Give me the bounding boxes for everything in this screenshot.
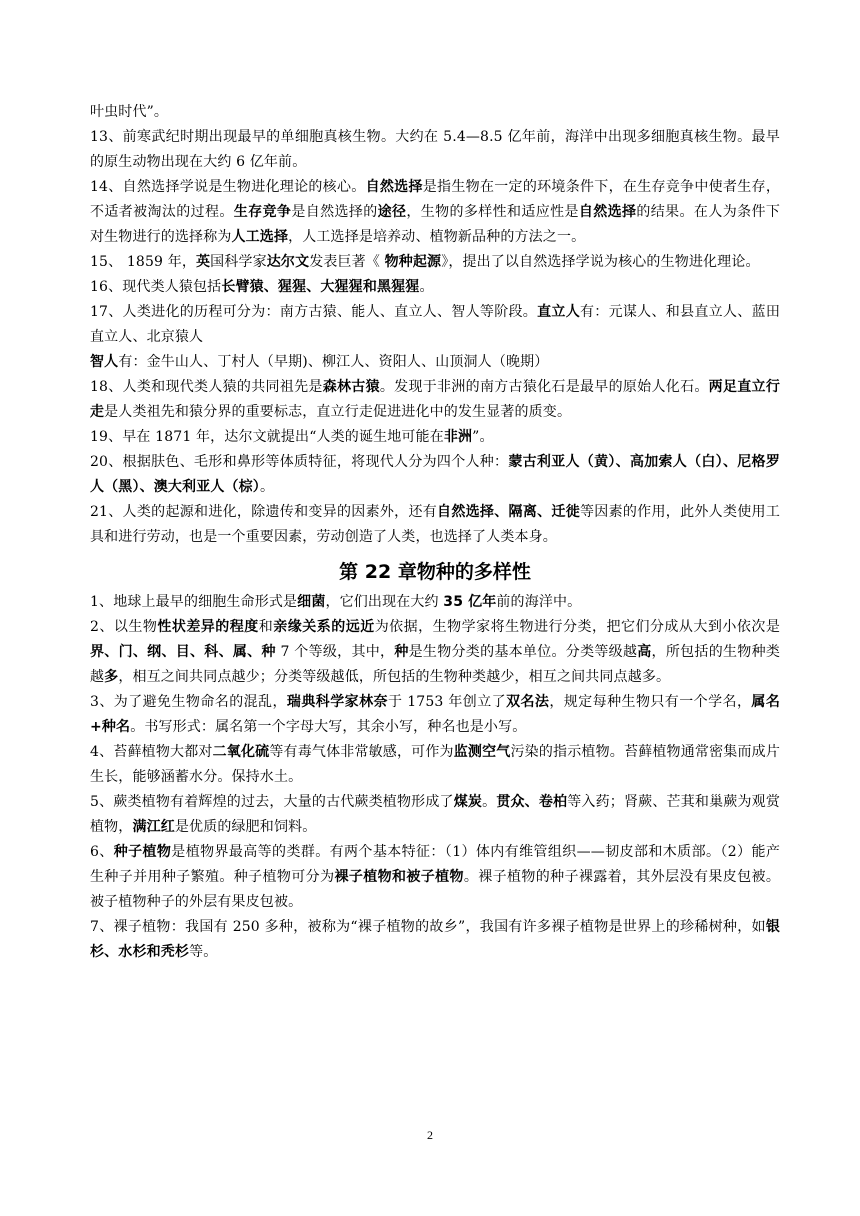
document-page	[90, 100, 780, 965]
text-run: 是植物界最高等的类群。有两个基本特征：（1）体内有维管组织——韧皮部和木质部。（2）能产生种子并用种子繁殖。种子植物可分为	[90, 844, 780, 885]
bold-term: 贯众、卷柏	[496, 794, 568, 810]
paragraph-p13	[90, 125, 780, 175]
text-run: ，所包括的生物种类越	[90, 644, 781, 685]
bold-term: 直立人	[537, 304, 580, 320]
paragraph-q6	[90, 840, 780, 915]
text-run: 19、早在 1871 年，达尔文就提出“人类的诞生地可能在	[90, 429, 444, 445]
paragraph-p14	[90, 175, 780, 250]
text-run: ，生物的多样性和适应性是	[406, 204, 579, 220]
bold-term: 人工选择	[231, 229, 289, 245]
text-run: 等因素的作用，此外人类使用工具和进行劳动，也是一个重要因素，劳动创造了人类，也选择了人类本身。	[90, 504, 780, 545]
bold-term: 长臂猿、猩猩、大猩猩和黑猩猩	[221, 279, 420, 295]
text-run: 等入药；肾蕨、芒萁和巢蕨为观赏植物，	[90, 794, 781, 835]
text-run: 7、裸子植物：我国有 250 多种，被称为“裸子植物的故乡”，我国有许多裸子植物是世界上的珍稀树种，如	[90, 919, 766, 935]
paragraph-q1	[90, 590, 780, 615]
bold-term: 多	[104, 669, 119, 685]
bold-term: 亲缘关系的远近	[273, 619, 375, 635]
bold-term: 煤炭	[453, 794, 483, 810]
text-run: 。	[419, 279, 434, 295]
bold-term: 森林古猿	[322, 379, 380, 395]
bold-term: 智人	[90, 354, 119, 370]
bold-term: 生存竞争	[233, 204, 292, 220]
bold-term: 种	[394, 644, 409, 660]
text-run: 15、 1859 年，	[90, 254, 196, 270]
text-run: 2、以生物	[90, 619, 158, 635]
paragraph-p20	[90, 450, 780, 500]
text-run: ”。	[472, 429, 494, 445]
bold-term: 属名+种名	[90, 694, 780, 735]
bold-term: 35 亿年	[443, 594, 497, 610]
bold-term: 裸子植物和被子植物	[334, 869, 464, 885]
paragraph-p18	[90, 375, 780, 425]
text-run: 5、蕨类植物有着辉煌的过去，大量的古代蕨类植物形成了	[90, 794, 454, 810]
bold-term: 英	[196, 254, 211, 270]
text-run: 污染的指示植物。苔藓植物通常密集而成片生长，能够涵蓄水分。保持水土。	[90, 744, 780, 785]
text-run: 。裸子植物的种子裸露着，其外层没有果皮包被。被子植物种子的外层有果皮包被。	[90, 869, 780, 910]
text-run: ，相互之间共同点越少；分类等级越低，所包括的生物种类越少，相互之间共同点越多。	[118, 669, 671, 685]
text-run: 为依据，生物学家将生物进行分类，把它们分成从大到小依次是	[374, 619, 780, 635]
paragraph-p19	[90, 425, 780, 450]
text-run: 20、根据肤色、毛形和鼻形等体质特征，将现代人分为四个人种：	[90, 454, 509, 470]
bold-term: 自然选择、隔离、迁徙	[437, 504, 580, 520]
paragraph-q4	[90, 740, 780, 790]
bold-term: 自然选择	[578, 204, 637, 220]
text-run: 和	[258, 619, 274, 635]
bold-term: 蒙古利亚人（黄）、高加索人（白）、尼格罗人（黑）、澳大利亚人（棕）	[90, 454, 780, 495]
text-run: 等。	[189, 944, 218, 960]
text-run: 21、人类的起源和进化，除遗传和变异的因素外，还有	[90, 504, 438, 520]
text-run: 1、地球上最早的细胞生命形式是	[90, 594, 298, 610]
paragraph-p21	[90, 500, 780, 550]
paragraph-p15	[90, 250, 780, 275]
paragraph-q7	[90, 915, 780, 965]
bold-term: 自然选择	[365, 179, 423, 195]
text-run: 有：元谋人、和县直立人、蓝田直立人、北京猿人	[90, 304, 780, 345]
paragraph-p16	[90, 275, 780, 300]
text-run: 4、苔藓植物大都对	[90, 744, 213, 760]
text-run: 。发现于非洲的南方古猿化石是最早的原始人化石。	[379, 379, 709, 395]
text-run: 叶虫时代”。	[90, 104, 169, 120]
section-chapter-21-continued	[90, 100, 780, 550]
bold-term: 高	[637, 644, 652, 660]
text-run: 是自然选择的	[291, 204, 378, 220]
text-run: 7 个等级，其中，	[275, 644, 395, 660]
text-run: ，它们出现在大约	[325, 594, 444, 610]
text-run: 》，提出了以自然选择学说为核心的生物进化理论。	[441, 254, 760, 270]
text-run: 。	[259, 479, 275, 495]
text-run: 17、人类进化的历程可分为：南方古猿、能人、直立人、智人等阶段。	[90, 304, 538, 320]
bold-term: 二氧化硫	[212, 744, 270, 760]
text-run: 是生物分类的基本单位。分类等级越	[408, 644, 638, 660]
text-run: 16、现代类人猿包括	[90, 279, 222, 295]
bold-term: 界、门、纲、目、科、属、种	[90, 644, 276, 660]
bold-term: 瑞典科学家林奈	[286, 694, 388, 710]
paragraph-q3	[90, 690, 780, 740]
text-run: 发表巨著《	[309, 254, 385, 270]
bold-term: 双名法	[506, 694, 550, 710]
text-run: 于 1753 年创立了	[387, 694, 507, 710]
text-run: 13、前寒武纪时期出现最早的单细胞真核生物。大约在 5.4—8.5 亿年前，海洋中出现多细胞真核生物。最早的原生动物出现在大约 6 亿年前。	[90, 129, 780, 170]
chapter-heading: 第 22 章物种的多样性	[339, 561, 531, 583]
bold-term: 物种起源	[384, 254, 442, 270]
text-run: 有：金牛山人、丁村人（早期)、柳江人、资阳人、山顶洞人（晚期）	[118, 354, 549, 370]
section-chapter-22	[90, 590, 780, 965]
bold-term: 两足直立行走	[90, 379, 781, 420]
text-run: 是指生物在一定的环境条件下，在生存竞争中使者生存，不适者被淘汰的过程。	[90, 179, 780, 220]
text-run: 前的海洋中。	[496, 594, 582, 610]
text-run: 。	[482, 794, 497, 810]
paragraph-p17b	[90, 350, 780, 375]
text-run: 的结果。在人为条件下对生物进行的选择称为	[90, 204, 780, 245]
text-run: 18、人类和现代类人猿的共同祖先是	[90, 379, 323, 395]
text-run: ，人工选择是培养动、植物新品种的方法之一。	[288, 229, 586, 245]
bold-term: 银杉、水杉和秃杉	[90, 919, 780, 960]
bold-term: 监测空气	[453, 744, 511, 760]
text-run: 14、自然选择学说是生物进化理论的核心。	[90, 179, 366, 195]
bold-term: 性状差异的程度	[157, 619, 259, 635]
bold-term: 满江红	[132, 819, 175, 835]
text-run: 是优质的绿肥和饲料。	[174, 819, 317, 835]
bold-term: 途径	[377, 204, 407, 220]
paragraph-q5	[90, 790, 780, 840]
bold-term: 细菌	[297, 594, 326, 610]
bold-term: 种子植物	[113, 844, 172, 860]
text-run: 6、	[90, 844, 114, 860]
paragraph-p17	[90, 300, 780, 350]
paragraph-q2	[90, 615, 780, 690]
bold-term: 达尔文	[266, 254, 310, 270]
text-run: 。书写形式：属名第一个字母大写，其余小写，种名也是小写。	[130, 719, 527, 735]
text-run: 是人类祖先和猿分界的重要标志，直立行走促进进化中的发生显著的质变。	[104, 404, 572, 420]
page-number: 2	[427, 1128, 433, 1142]
text-run: 3、为了避免生物命名的混乱，	[90, 694, 287, 710]
text-run: 等有毒气体非常敏感，可作为	[269, 744, 454, 760]
text-run: 国科学家	[210, 254, 267, 270]
text-run: ，规定每种生物只有一个学名，	[549, 694, 752, 710]
bold-term: 非洲	[443, 429, 473, 445]
paragraph-p0	[90, 100, 780, 125]
